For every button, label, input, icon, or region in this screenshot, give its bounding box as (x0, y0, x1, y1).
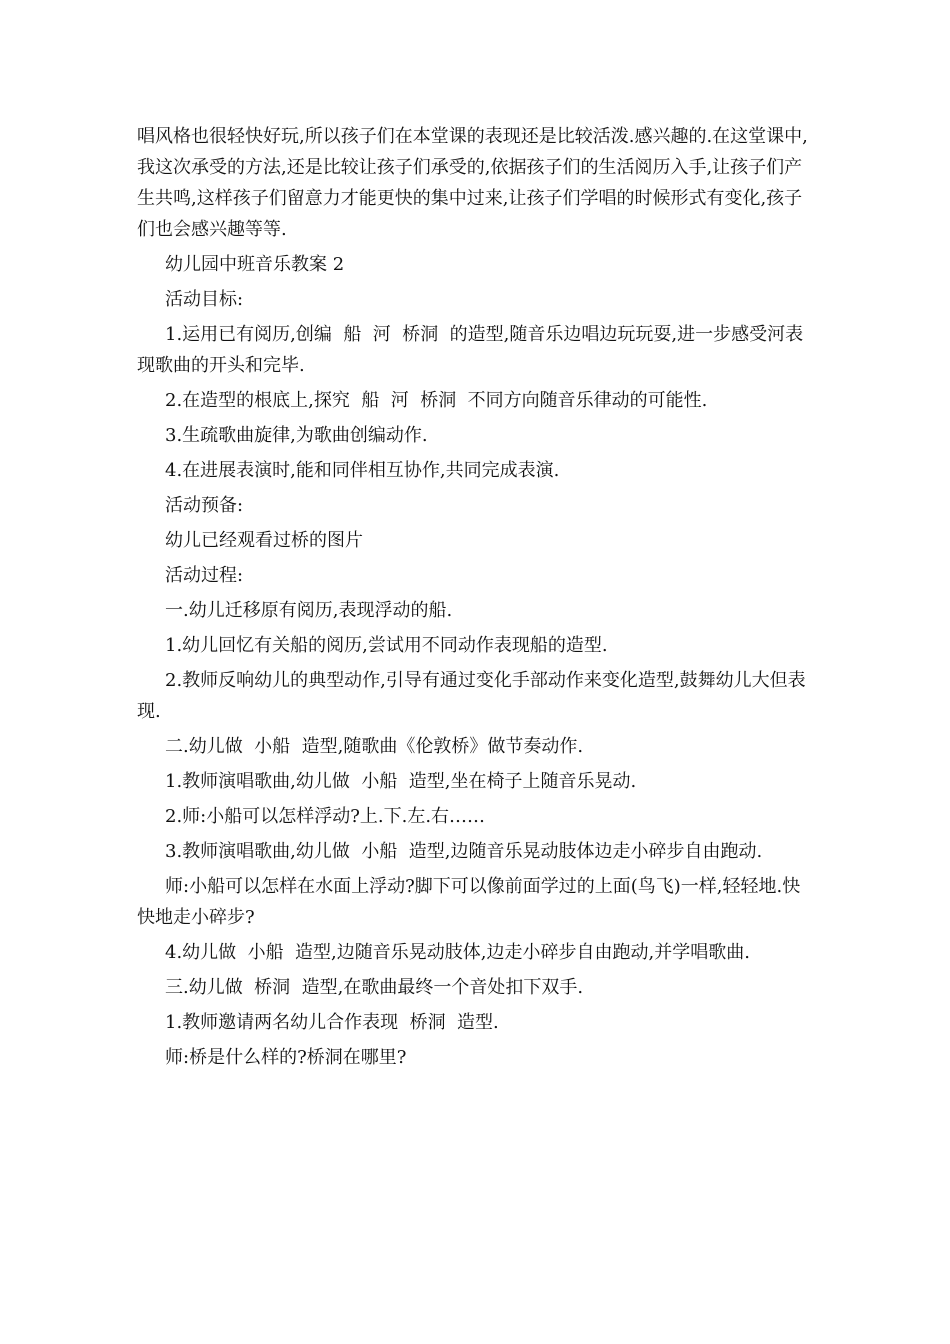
paragraph-1: 唱风格也很轻快好玩,所以孩子们在本堂课的表现还是比较活泼.感兴趣的.在这堂课中,我这次承受的方法,还是比较让孩子们承受的,依据孩子们的生活阅历入手,让孩子们产生共鸣,这样孩子们留意力才能更快的集中过来,让孩子们学唱的时候形式有变化,孩子们也会感兴趣等等. (137, 126, 808, 240)
section-title-2: 幼儿园中班音乐教案 2 (165, 254, 345, 275)
preparation-text: 幼儿已经观看过桥的图片 (165, 530, 363, 551)
process-step-2-item-2: 2.师:小船可以怎样浮动?上.下.左.右…… (165, 806, 486, 827)
process-step-2: 二.幼儿做 小船 造型,随歌曲《伦敦桥》做节奏动作. (165, 736, 584, 757)
goal-item-2: 2.在造型的根底上,探究 船 河 桥洞 不同方向随音乐律动的可能性. (165, 390, 708, 411)
goal-item-4: 4.在进展表演时,能和同伴相互协作,共同完成表演. (165, 460, 560, 481)
activity-goals-heading: 活动目标: (165, 289, 244, 310)
process-step-3: 三.幼儿做 桥洞 造型,在歌曲最终一个音处扣下双手. (165, 977, 584, 998)
activity-preparation-heading: 活动预备: (165, 495, 244, 516)
teacher-question-1: 师:小船可以怎样在水面上浮动?脚下可以像前面学过的上面(鸟飞)一样,轻轻地.快快地走小碎步? (137, 876, 801, 928)
process-step-1-item-1: 1.幼儿回忆有关船的阅历,尝试用不同动作表现船的造型. (165, 635, 608, 656)
process-step-2-item-1: 1.教师演唱歌曲,幼儿做 小船 造型,坐在椅子上随音乐晃动. (165, 771, 637, 792)
process-step-2-item-4: 4.幼儿做 小船 造型,边随音乐晃动肢体,边走小碎步自由跑动,并学唱歌曲. (165, 942, 750, 963)
goal-item-1: 1.运用已有阅历,创编 船 河 桥洞 的造型,随音乐边唱边玩玩耍,进一步感受河表现歌曲的开头和完毕. (137, 324, 804, 376)
process-step-3-item-1: 1.教师邀请两名幼儿合作表现 桥洞 造型. (165, 1012, 499, 1033)
document-body (137, 121, 815, 1077)
activity-process-heading: 活动过程: (165, 565, 244, 586)
teacher-question-2: 师:桥是什么样的?桥洞在哪里? (165, 1047, 407, 1068)
process-step-1: 一.幼儿迁移原有阅历,表现浮动的船. (165, 600, 453, 621)
goal-item-3: 3.生疏歌曲旋律,为歌曲创编动作. (165, 425, 428, 446)
process-step-1-item-2: 2.教师反响幼儿的典型动作,引导有通过变化手部动作来变化造型,鼓舞幼儿大但表现. (137, 670, 806, 722)
process-step-2-item-3: 3.教师演唱歌曲,幼儿做 小船 造型,边随音乐晃动肢体边走小碎步自由跑动. (165, 841, 763, 862)
